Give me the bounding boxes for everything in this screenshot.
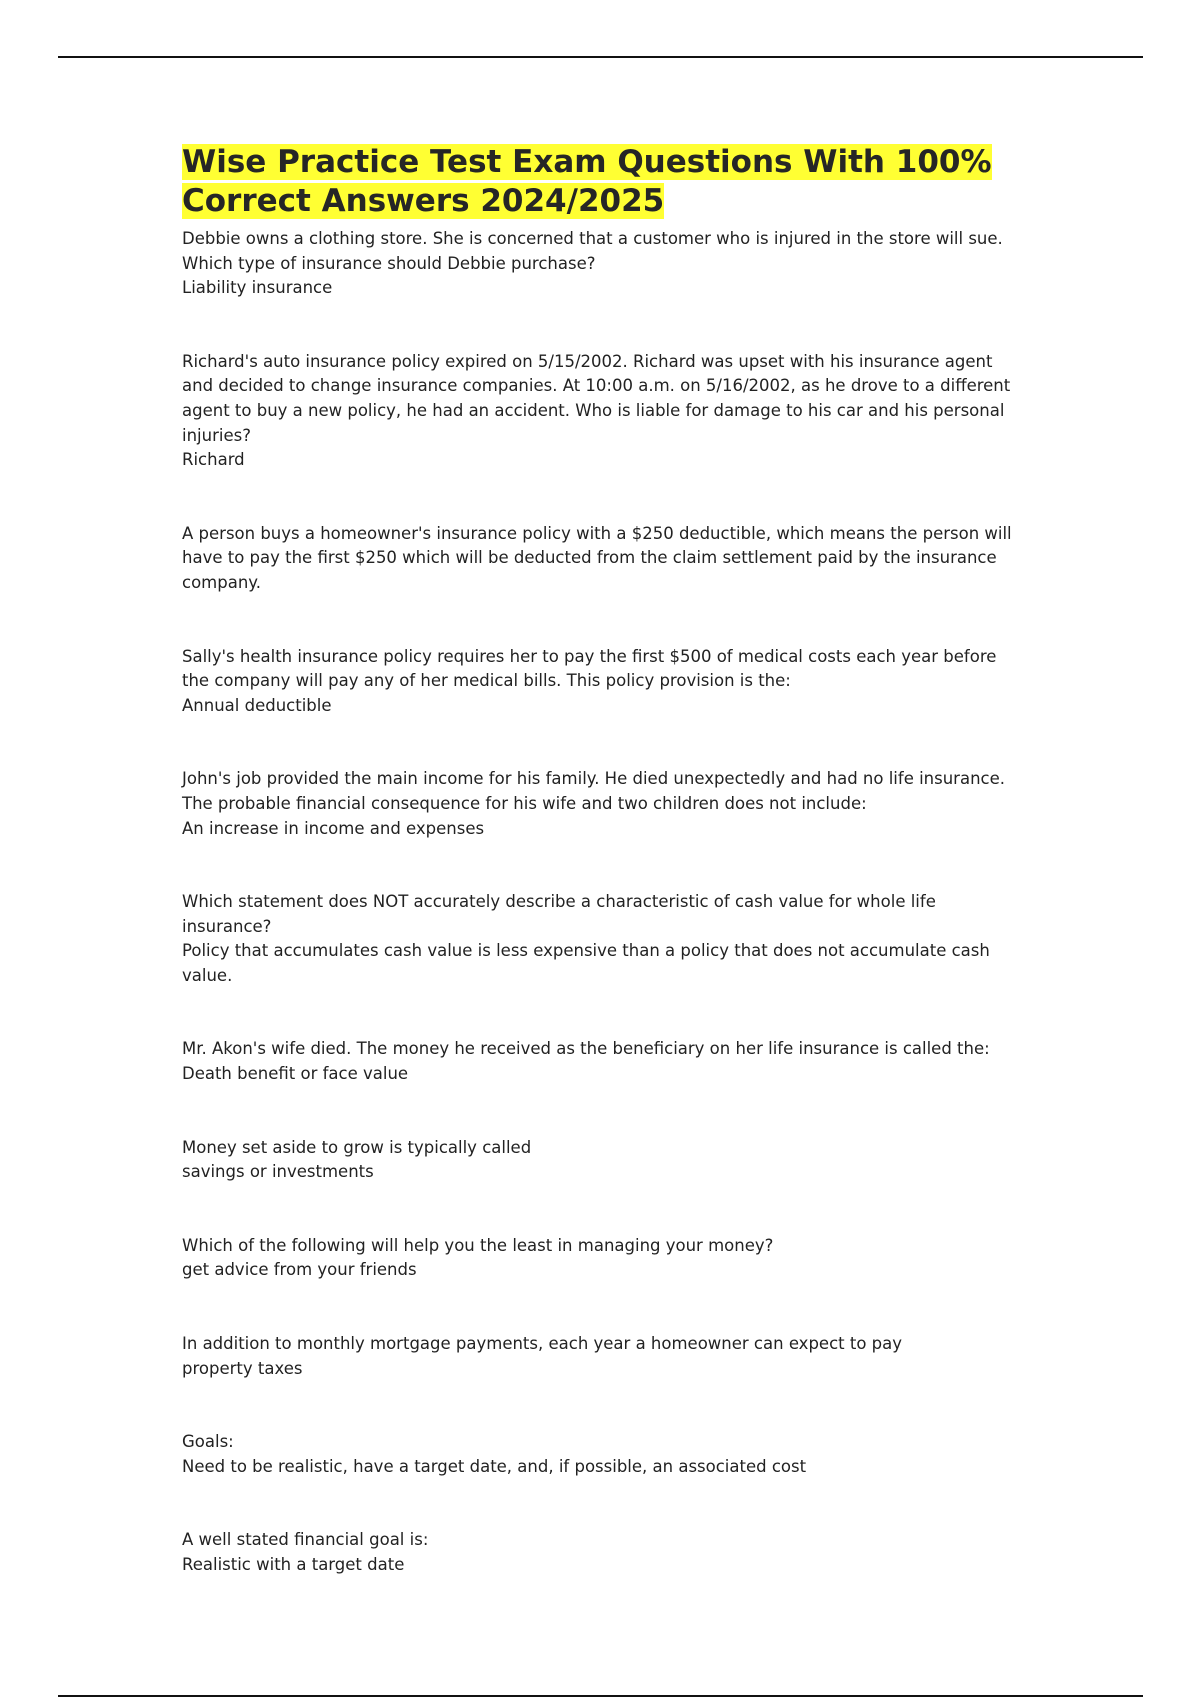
qa-item-3 [182, 522, 1027, 596]
answer-text: An increase in income and expenses [182, 818, 485, 838]
qa-item-12 [182, 1528, 1027, 1577]
answer-text: Annual deductible [182, 695, 332, 715]
qa-item-5 [182, 767, 1027, 841]
answer-text: get advice from your friends [182, 1260, 417, 1280]
document-title [182, 143, 1027, 221]
answer-text: Realistic with a target date [182, 1555, 405, 1574]
question-text: Mr. Akon's wife died. The money he received as the beneficiary on her life insurance is called the: [182, 1039, 990, 1059]
question-text: Money set aside to grow is typically called [182, 1137, 532, 1157]
qa-item-9 [182, 1234, 1027, 1283]
question-text: Goals: [182, 1432, 234, 1452]
question-text: A person buys a homeowner's insurance policy with a $250 deductible, which means the person will have to pay the first $250 which will be deducted from the claim settlement paid by the insurance company. [182, 523, 1012, 592]
answer-text: Policy that accumulates cash value is less expensive than a policy that does not accumulate cash value. [182, 941, 990, 985]
qa-item-10 [182, 1332, 1027, 1381]
question-text: Which of the following will help you the least in managing your money? [182, 1235, 774, 1255]
answer-text: savings or investments [182, 1162, 374, 1182]
qa-item-6 [182, 890, 1027, 988]
answer-text: Liability insurance [182, 278, 333, 298]
answer-text: property taxes [182, 1358, 303, 1378]
header-rule [58, 56, 1143, 58]
question-text: Richard's auto insurance policy expired on 5/15/2002. Richard was upset with his insurance agent and decided to change insurance companies. At 10:00 a.m. on 5/16/2002, as he drove to a different agent to buy a new policy, he had an accident. Who is liable for damage to his car and his personal injuries? [182, 351, 1011, 445]
question-text: A well stated financial goal is: [182, 1530, 429, 1550]
answer-text: Need to be realistic, have a target date, and, if possible, an associated cost [182, 1456, 807, 1476]
question-text: In addition to monthly mortgage payments, each year a homeowner can expect to pay [182, 1334, 903, 1354]
question-text: Debbie owns a clothing store. She is concerned that a customer who is injured in the store will sue. Which type of insurance should Debbie purchase? [182, 229, 1003, 273]
qa-item-7 [182, 1037, 1027, 1086]
qa-item-2 [182, 350, 1027, 473]
qa-item-11 [182, 1430, 1027, 1479]
qa-item-4 [182, 645, 1027, 719]
qa-item-8 [182, 1136, 1027, 1185]
title-highlight: Wise Practice Test Exam Questions With 100% Correct Answers 2024/2025 [182, 144, 992, 219]
question-text: John's job provided the main income for his family. He died unexpectedly and had no life insurance. The probable financial consequence for his wife and two children does not include: [182, 769, 1006, 813]
document-body [182, 143, 1027, 1627]
footer-rule [58, 1695, 1143, 1697]
qa-item-1 [182, 227, 1027, 301]
question-text: Which statement does NOT accurately describe a characteristic of cash value for whole life insurance? [182, 892, 936, 936]
answer-text: Death benefit or face value [182, 1064, 409, 1084]
answer-text: Richard [182, 450, 245, 470]
question-text: Sally's health insurance policy requires her to pay the first $500 of medical costs each year before the company will pay any of her medical bills. This policy provision is the: [182, 646, 997, 691]
